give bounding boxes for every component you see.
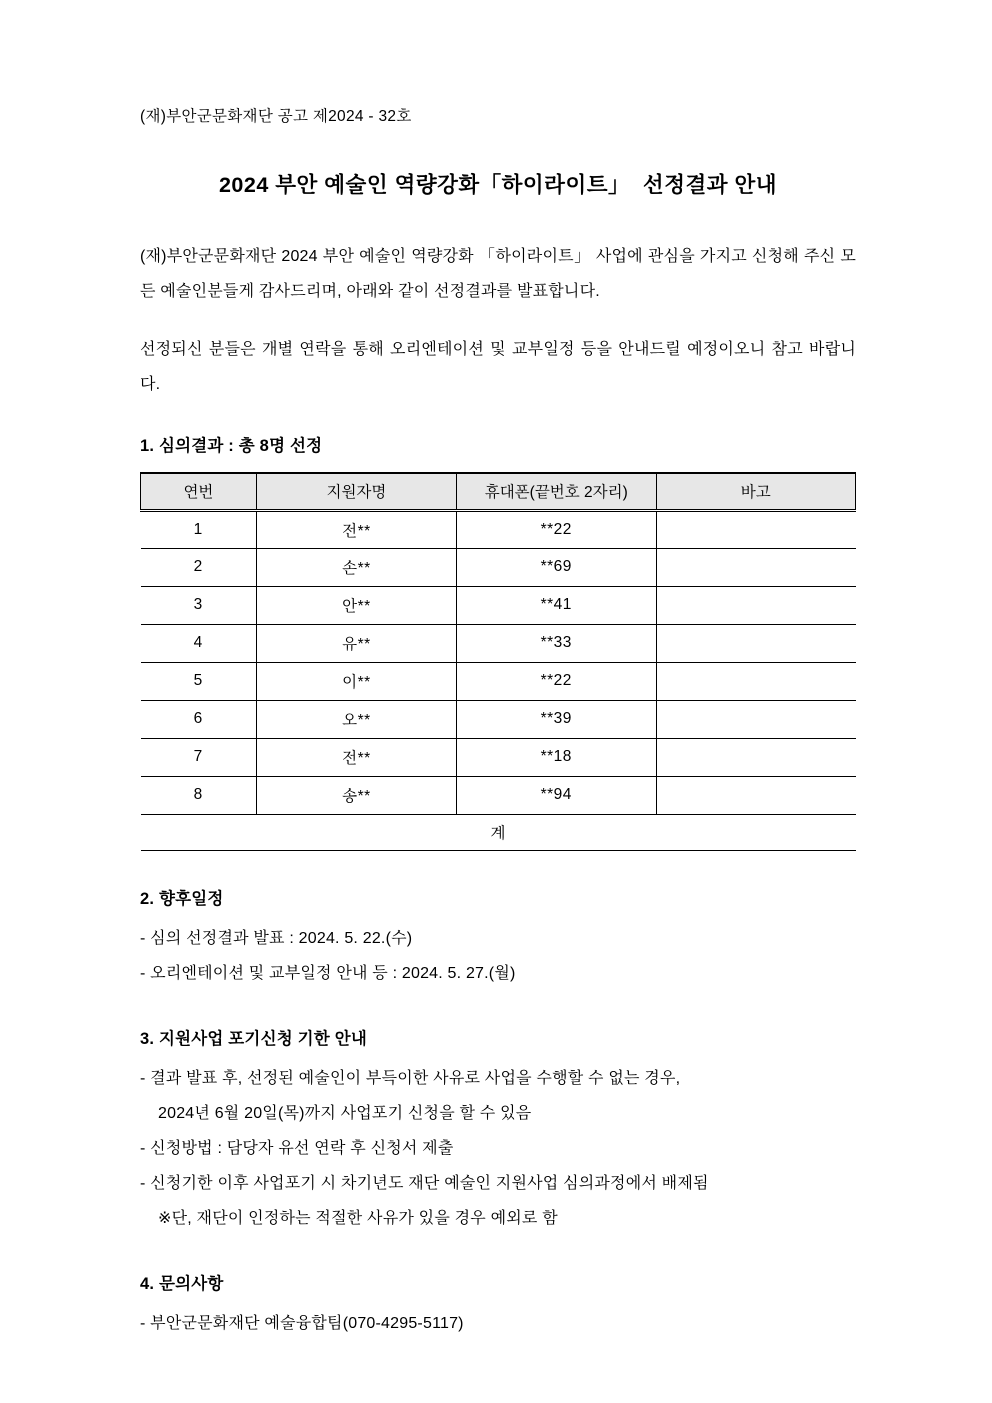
section-4-heading: 4. 문의사항 (140, 1274, 224, 1293)
table-row (141, 700, 856, 738)
cell-no: 7 (141, 738, 257, 776)
table-row (141, 510, 856, 548)
cell-no: 3 (141, 586, 257, 624)
cell-no: 5 (141, 662, 257, 700)
schedule-line: - 오리엔테이션 및 교부일정 안내 등 : 2024. 5. 27.(월) (140, 964, 516, 982)
results-table (140, 472, 856, 851)
table-total-label: 계 (141, 814, 856, 850)
withdrawal-line: - 결과 발표 후, 선정된 예술인이 부득이한 사유로 사업을 수행할 수 없는 경우, (140, 1069, 681, 1087)
page-title: 2024 부안 예술인 역량강화「하이라이트」 선정결과 안내 (218, 173, 778, 197)
cell-phone: **22 (457, 662, 656, 700)
col-header-applicant: 지원자명 (256, 473, 456, 510)
col-header-phone: 휴대폰(끝번호 2자리) (457, 473, 656, 510)
cell-phone: **22 (457, 510, 656, 548)
cell-phone: **41 (457, 586, 656, 624)
cell-applicant: 이** (256, 662, 456, 700)
table-row (141, 586, 856, 624)
table-row (141, 738, 856, 776)
cell-phone: **94 (457, 776, 656, 814)
cell-remarks (656, 776, 856, 814)
cell-phone: **18 (457, 738, 656, 776)
withdrawal-line-continuation: 2024년 6월 20일(목)까지 사업포기 신청을 할 수 있음 (158, 1104, 532, 1122)
cell-applicant: 송** (256, 776, 456, 814)
cell-remarks (656, 700, 856, 738)
cell-no: 4 (141, 624, 257, 662)
cell-applicant: 전** (256, 510, 456, 548)
cell-remarks (656, 510, 856, 548)
cell-phone: **39 (457, 700, 656, 738)
cell-remarks (656, 624, 856, 662)
cell-no: 2 (141, 548, 257, 586)
table-total-row (141, 814, 856, 850)
cell-remarks (656, 662, 856, 700)
notice-number: (재)부안군문화재단 공고 제2024 - 32호 (140, 108, 412, 125)
cell-phone: **33 (457, 624, 656, 662)
col-header-no: 연번 (141, 473, 257, 510)
table-row (141, 662, 856, 700)
table-row (141, 776, 856, 814)
intro-paragraph-1: (재)부안군문화재단 2024 부안 예술인 역량강화 「하이라이트」 사업에 관심을 가지고 신청해 주신 모든 예술인분들게 감사드리며, 아래와 같이 선정결과를 발표합니다. (140, 248, 856, 300)
cell-applicant: 오** (256, 700, 456, 738)
cell-remarks (656, 738, 856, 776)
table-row (141, 624, 856, 662)
cell-no: 8 (141, 776, 257, 814)
section-3-heading: 3. 지원사업 포기신청 기한 안내 (140, 1029, 367, 1048)
withdrawal-line: - 신청기한 이후 사업포기 시 차기년도 재단 예술인 지원사업 심의과정에서 배제됨 (140, 1174, 709, 1192)
cell-remarks (656, 586, 856, 624)
intro-paragraph-2: 선정되신 분들은 개별 연락을 통해 오리엔테이션 및 교부일정 등을 안내드릴 예정이오니 참고 바랍니다. (140, 341, 856, 393)
cell-applicant: 안** (256, 586, 456, 624)
withdrawal-line: - 신청방법 : 담당자 유선 연락 후 신청서 제출 (140, 1139, 454, 1157)
section-1-heading: 1. 심의결과 : 총 8명 선정 (140, 437, 323, 455)
cell-applicant: 전** (256, 738, 456, 776)
section-2-heading: 2. 향후일정 (140, 889, 224, 908)
cell-applicant: 유** (256, 624, 456, 662)
cell-applicant: 손** (256, 548, 456, 586)
col-header-remarks: 바고 (656, 473, 856, 510)
table-row (141, 548, 856, 586)
schedule-line: - 심의 선정결과 발표 : 2024. 5. 22.(수) (140, 929, 413, 947)
table-header-row (141, 473, 856, 510)
withdrawal-note-line: ※단, 재단이 인정하는 적절한 사유가 있을 경우 예외로 함 (158, 1209, 558, 1227)
cell-phone: **69 (457, 548, 656, 586)
contact-line: - 부안군문화재단 예술융합팀(070-4295-5117) (140, 1314, 464, 1332)
cell-remarks (656, 548, 856, 586)
cell-no: 6 (141, 700, 257, 738)
cell-no: 1 (141, 510, 257, 548)
